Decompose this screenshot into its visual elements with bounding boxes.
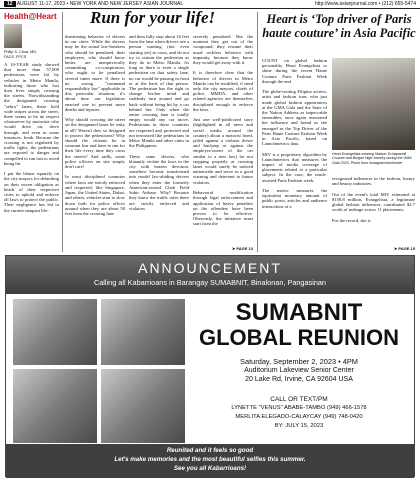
ad-photo <box>100 298 186 366</box>
page-number: 12 <box>4 1 16 7</box>
contact-2: MERLITA ELEGADO-CALAYCAY (949) 748-0420 <box>235 414 363 420</box>
rsvp-by: BY: JULY 15, 2023 <box>274 423 324 429</box>
photo-caption: Heart Evangelista wearing Maison Schiaparelli Couture and Bulgari High Jewelry during the GMA Gala 2023. Photo from Instagram/iamhearte <box>332 152 412 165</box>
footer-line-3: See you all Kabarrioans! <box>173 465 247 472</box>
footer-line-1: Reunited and it feels so good <box>166 447 254 454</box>
reunion-title-line2: GLOBAL REUNION <box>198 325 400 350</box>
section-title: Health@Heart <box>4 12 57 21</box>
contact-1: LYNETTE "VENUS" ABABE-TAMBO (949) 466-1578 <box>231 405 367 411</box>
ad-photo <box>12 298 98 366</box>
ad-footer <box>6 444 414 478</box>
article-headline: Heart is ‘Top driver of Paris haute couture’ in Asia Pacific <box>262 12 416 40</box>
website-line: http://www.asianjournal.com • (212) 655-5474 <box>315 1 416 7</box>
event-venue: Auditorium Lakeview Senior Center <box>244 367 354 374</box>
ad-photo <box>12 368 98 444</box>
ad-announcement-title: ANNOUNCEMENT <box>138 260 282 276</box>
column-divider <box>62 12 63 252</box>
author-byline: Philip S. Chua, MD, FACS, FPCS <box>4 50 38 59</box>
article1-col-b: and then fully stop about 16 feet from the lane when drivers see a person wanting (not even starting yet) to cross, and do not try to outrun the pedestrian as they do in Metro Manila. As long as there is even a single pedestrian on that safety lane, no car would be passing in front or at the back of that person. The pedestrian has the right to change his/her mind and suddenly turn around and go back without being hit by a car behind her. Only when the entire crossing lane is totally empty would any car move. Pedestrians in those countries are respected and protected and not terrorized like pedestrians in Metro Manila and other cities in the Philippines. These same drivers, who blatantly violate the laws in the city with brazen devotion, somehow become transformed into model law-abiding drivers when they enter the formerly American-owned Clark Field Subic Airbase. Why? Because they know the traffic rules there are strictly enforced and violators <box>129 34 189 211</box>
issue-line: AUGUST 11-17, 2023 • NEW YORK AND NEW JERSEY ASIAN JOURNAL <box>16 1 184 7</box>
event-date: Saturday, September 2, 2023 • 4PM <box>240 357 358 366</box>
article-headline: Run for your life! <box>90 8 216 27</box>
event-address: 20 Lake Rd, Irvine, CA 92604 USA <box>245 376 353 383</box>
article2-continued: ➤ PAGE 15 <box>393 246 415 251</box>
column1-body: A 10-YEAR study showed that more than 57,000 pedestrians were hit by vehicles in Metro Manila, indicating those who lost their lives simply crossing the streets. Notwithstanding the designated crossing "zebra" lanes, these bold wide stripes across the street, there seems to be no respect whatsoever by motorists who would drive on, drive through, and even in some instances, honk. Because the crossing is not regulated by traffic lights, the pedestrians are exposed to danger and compelled to run fast to avoid being hit. I put the blame squarely on the city mayors for defaulting on their sworn obligation as heads of their respective cities to uphold and enforce all laws to protect the public. Their negligence has led to the current rampant life- <box>4 62 59 213</box>
article1-continued: ➤ PAGE 13 <box>231 246 253 251</box>
author-photo <box>4 24 22 48</box>
article2-body-b: recognized influencer in the fashion, luxury and beauty industries. Out of the event's total MIV estimated at $158.8 million, Evangelista, a legitimate global fashion influencer, contributed $2.7 worth of mileage across 11 placements. For the record, she is <box>332 176 415 223</box>
reunion-title-line1: SUMABNIT <box>235 299 363 326</box>
article2-body-a: COUNT on global fashion personality Heart Evangelista to shine during the recent Haute Couture Paris Fashion Week through the end. The globe-trotting Filipino actress, artist and fashion icon, who just made global fashion appearances at the GMA Gala and the State of the Nation Address as impeccable ensembles, once again reasserted her influence and brand as she emerged as the Top Driver of the Paris Haute Couture Fashion Week in Asia Pacific, based on Launchmetrics data. MIV is a proprietary algorithm by Launchmetrics that measures the impact of media coverage of placements related to a particular subject. In the case, the much-awaited Paris Fashion week. The metric measures the equivalent monetary amount of public posts, articles and audience interactions of a <box>262 58 327 209</box>
footer-line-2: Let's make memories and the most beautiful selfies this summer. <box>114 456 306 463</box>
ad-photo <box>100 368 186 444</box>
article1-col-c: severely penalized. But the moment they get out of the compound, they resume their usual reckless behavior with impunity, because they know they would get away with it. It is therefore clear that the behavior of drivers in Metro Manila can be modified, if need only the city mayors, chiefs of police, MMDA, and other related agencies are themselves disciplined enough to enforce the laws. Just one well-publicized story (highlighted in all news and social media around the country) about a motorist fined, jailed against a violator driver and bus/jeep or against the employer/owner of the car similar to a new law) for not stopping properly at crossing lanes would surely be noticed nationwide and serve as a good warning and deterrent to future violators. Behavioral modification through legal enforcement and application of heavy penalties on the offenders have been proven to be effective. Obviously, the initiative must start from the <box>193 34 253 227</box>
rsvp-heading: CALL OR TEXT/PM <box>270 396 328 403</box>
article1-col-a: threatening behavior of drivers in our cities. While the drivers may be the actual law-breakers who should be penalized, their employers, who should know better, are unequivocally committing co-conspirators, who ought to be penalized several times more. If there is no strong "command responsibility law" applicable in this particular situation, it's about time our legislators enacted one to prevent more deaths and injuries. Why should crossing the street on the designated lanes be risky at all? Weren't they so designed to protect the pedestrians? Why should the citizens be in constant fear and have to run for their life every time they cross the streets? And sadly, some police officers on site simply don't care! In most disciplined countries where laws are strictly enforced and respected, like Singapore, Japan, the United States, Dubai, and others, vehicles start to slow down both for police officer around when they are about 50 feet from the crossing lane <box>65 34 125 216</box>
reunion-announcement-ad <box>5 255 415 477</box>
ad-calling-line: Calling all Kabarrioans in Barangay SUMABNIT, Binalonan, Pangasinan <box>93 278 326 287</box>
column-divider <box>257 12 258 252</box>
heart-evangelista-photo <box>332 58 415 150</box>
